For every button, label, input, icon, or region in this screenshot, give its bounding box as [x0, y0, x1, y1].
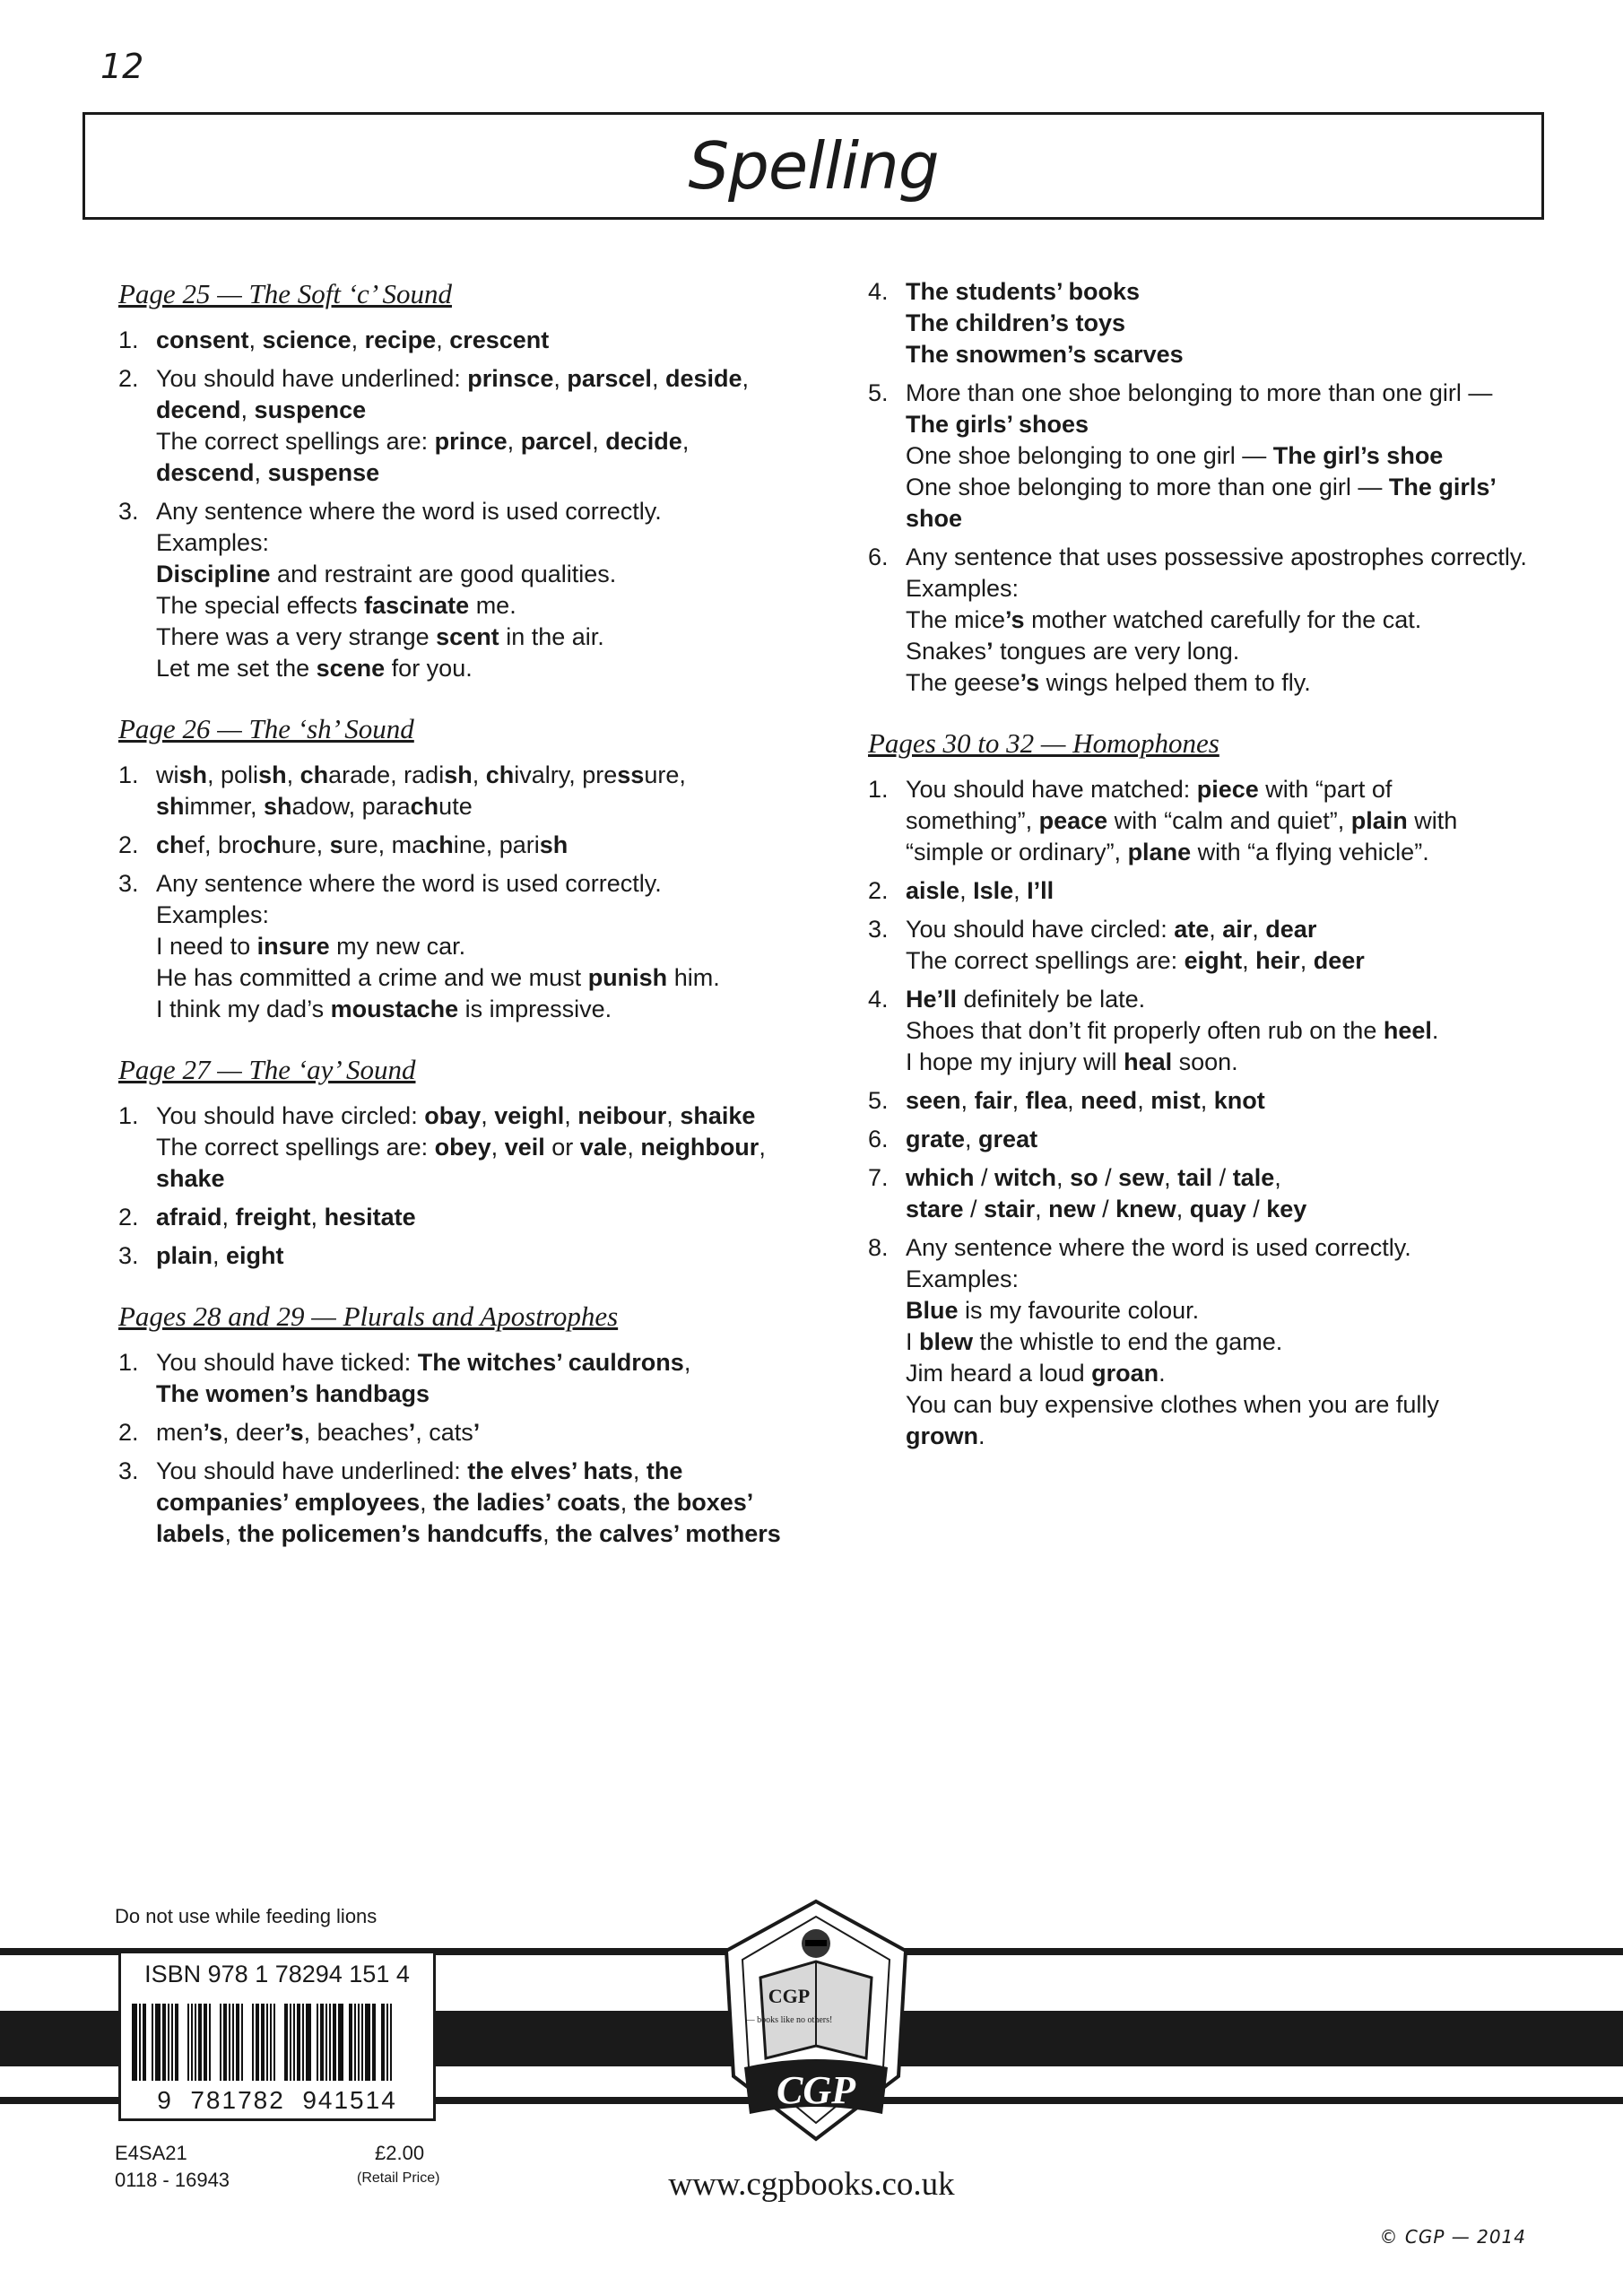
answer-item — [868, 1124, 1549, 1155]
barcode-bar — [195, 2004, 196, 2081]
answer-line: The mice’s mother watched carefully for the cat. — [906, 606, 1422, 633]
barcode-bar — [361, 2004, 363, 2081]
answer-number: 3. — [118, 498, 139, 525]
answer-line: grown. — [906, 1422, 985, 1449]
answer-list — [118, 1347, 800, 1550]
answer-line: You should have matched: piece with “part of — [906, 776, 1393, 803]
barcode-bar — [297, 2004, 300, 2081]
barcode-bar — [270, 2004, 272, 2081]
answer-line: which / witch, so / sew, tail / tale, — [906, 1164, 1281, 1191]
answer-text — [156, 830, 800, 861]
barcode-bar — [365, 2004, 370, 2081]
answer-text — [906, 1232, 1549, 1452]
barcode-bars — [132, 2004, 421, 2081]
logo-text: CGP — [777, 2068, 855, 2112]
barcode-bar — [220, 2004, 221, 2081]
barcode-bar — [213, 2004, 218, 2081]
answer-section — [868, 726, 1549, 1452]
barcode-bar — [155, 2004, 161, 2081]
answer-line: Discipline and restraint are good qualities. — [156, 561, 617, 587]
barcode-bar — [245, 2004, 250, 2081]
barcode-bar — [143, 2004, 146, 2081]
price-note: (Retail Price) — [357, 2170, 440, 2186]
answer-number: 1. — [118, 1349, 139, 1376]
barcode-bar — [241, 2004, 243, 2081]
answer-item — [118, 830, 800, 861]
answer-line: Blue is my favourite colour. — [906, 1297, 1200, 1324]
answer-number: 5. — [868, 1087, 889, 1114]
answer-line: Any sentence where the word is used correctly. — [906, 1234, 1411, 1261]
barcode-bar — [333, 2004, 336, 2081]
answer-text — [906, 774, 1549, 868]
answer-line: One shoe belonging to more than one girl — The girls’ — [906, 474, 1497, 500]
answer-text — [156, 1240, 800, 1272]
answer-line: There was a very strange scent in the air. — [156, 623, 604, 650]
answer-item — [868, 774, 1549, 868]
barcode-bar — [317, 2004, 318, 2081]
answer-line: companies’ employees, the ladies’ coats, the boxes’ — [156, 1489, 754, 1516]
answer-list — [118, 325, 800, 684]
answer-item — [118, 1202, 800, 1233]
answer-text — [906, 542, 1549, 699]
answer-line: shoe — [906, 505, 963, 532]
section-heading: Page 25 — The Soft ‘c’ Sound — [118, 278, 452, 309]
website-url[interactable]: www.cgpbooks.co.uk — [668, 2166, 955, 2203]
answer-text — [156, 868, 800, 1025]
barcode-bar — [168, 2004, 169, 2081]
answer-line: aisle, Isle, I’ll — [906, 877, 1055, 904]
barcode-bar — [209, 2004, 211, 2081]
answer-line: Examples: — [156, 529, 270, 556]
barcode-bar — [302, 2004, 304, 2081]
answer-item — [868, 1085, 1549, 1117]
answer-section — [118, 1299, 800, 1550]
answer-line: Jim heard a loud groan. — [906, 1360, 1166, 1387]
answer-text — [906, 378, 1549, 535]
answer-number: 1. — [868, 776, 889, 803]
answer-number: 3. — [118, 870, 139, 897]
page-number: 12 — [100, 47, 144, 86]
answer-number: 6. — [868, 544, 889, 570]
answer-list — [118, 760, 800, 1025]
barcode-bar — [162, 2004, 166, 2081]
answer-line: Shoes that don’t fit properly often rub on the heel. — [906, 1017, 1439, 1044]
answer-line: I think my dad’s moustache is impressive. — [156, 996, 612, 1022]
answer-line: Any sentence where the word is used correctly. — [156, 498, 662, 525]
answer-line: You can buy expensive clothes when you are fully — [906, 1391, 1439, 1418]
answer-line: men’s, deer’s, beaches’, cats’ — [156, 1419, 481, 1446]
logo-tagline: — books like no others! — [745, 2015, 833, 2025]
answer-line: The students’ books — [906, 278, 1141, 305]
product-code: E4SA21 — [115, 2142, 187, 2164]
answer-text — [156, 496, 800, 684]
answer-text — [906, 1124, 1549, 1155]
answer-item — [118, 1240, 800, 1272]
page-title: Spelling — [688, 128, 939, 204]
barcode-bar — [252, 2004, 254, 2081]
barcode-bar — [256, 2004, 259, 2081]
answer-list — [118, 1100, 800, 1272]
answer-line: The correct spellings are: eight, heir, deer — [906, 947, 1365, 974]
answer-number: 2. — [118, 1419, 139, 1446]
barcode-bar — [277, 2004, 282, 2081]
answer-number: 1. — [118, 1102, 139, 1129]
answer-line: chef, brochure, sure, machine, parish — [156, 831, 568, 858]
answer-text — [906, 875, 1549, 907]
answer-section — [118, 276, 800, 684]
answer-line: I hope my injury will heal soon. — [906, 1048, 1238, 1075]
answer-line: something”, peace with “calm and quiet”, plain with — [906, 807, 1458, 834]
barcode-bar — [378, 2004, 379, 2081]
barcode-bar — [191, 2004, 193, 2081]
barcode-bar — [232, 2004, 234, 2081]
answer-text — [156, 1347, 800, 1410]
answer-line: consent, science, recipe, crescent — [156, 326, 550, 353]
barcode-bar — [273, 2004, 275, 2081]
isbn-text: ISBN 978 1 78294 151 4 — [144, 1961, 410, 1987]
answer-line: You should have ticked: The witches’ cauldrons, — [156, 1349, 691, 1376]
answer-item — [118, 868, 800, 1025]
answer-section — [118, 1052, 800, 1272]
barcode-bar — [293, 2004, 295, 2081]
barcode-bar — [354, 2004, 356, 2081]
answer-item — [868, 875, 1549, 907]
barcode-bar — [345, 2004, 347, 2081]
barcode-bar — [313, 2004, 315, 2081]
answer-line: shake — [156, 1165, 225, 1192]
answer-item — [868, 542, 1549, 699]
barcode-bar — [132, 2004, 137, 2081]
barcode-bar — [290, 2004, 291, 2081]
answer-line: The correct spellings are: obey, veil or vale, neighbour, — [156, 1134, 766, 1161]
barcode-bar — [204, 2004, 207, 2081]
barcode-bar — [320, 2004, 324, 2081]
answer-line: Examples: — [906, 1265, 1020, 1292]
answer-item — [868, 1162, 1549, 1225]
answer-line: The geese’s wings helped them to fly. — [906, 669, 1311, 696]
section-heading: Pages 28 and 29 — Plurals and Apostrophes — [118, 1300, 619, 1332]
answer-line: “simple or ordinary”, plane with “a flying vehicle”. — [906, 839, 1429, 865]
answer-text — [906, 1085, 1549, 1117]
answer-line: The women’s handbags — [156, 1380, 430, 1407]
answer-line: decend, suspence — [156, 396, 367, 423]
title-box — [82, 112, 1544, 220]
answer-item — [118, 760, 800, 822]
answer-item — [118, 1417, 800, 1448]
left-column — [118, 276, 800, 1577]
answer-line: Any sentence where the word is used correctly. — [156, 870, 662, 897]
catalogue-code: 0118 - 16943 — [115, 2169, 230, 2191]
answer-number: 2. — [118, 365, 139, 392]
footer-note: Do not use while feeding lions — [115, 1905, 378, 1927]
barcode — [118, 1951, 436, 2121]
barcode-bar — [139, 2004, 141, 2081]
answer-line: The special effects fascinate me. — [156, 592, 516, 619]
answer-number: 4. — [868, 278, 889, 305]
answer-number: 4. — [868, 986, 889, 1013]
barcode-bar — [390, 2004, 392, 2081]
barcode-bar — [266, 2004, 268, 2081]
price: £2.00 — [375, 2142, 425, 2164]
answer-line: shimmer, shadow, parachute — [156, 793, 473, 820]
answer-text — [156, 1100, 800, 1195]
section-heading: Page 26 — The ‘sh’ Sound — [118, 713, 414, 744]
barcode-bar — [381, 2004, 385, 2081]
answer-line: You should have underlined: prinsce, parscel, deside, — [156, 365, 750, 392]
answer-item — [868, 984, 1549, 1078]
barcode-bar — [325, 2004, 327, 2081]
barcode-bar — [284, 2004, 288, 2081]
answer-list — [868, 276, 1549, 699]
answer-text — [156, 1456, 800, 1550]
answer-line: You should have circled: obay, veighl, neibour, shaike — [156, 1102, 756, 1129]
answer-line: grate, great — [906, 1126, 1038, 1152]
answer-line: Examples: — [156, 901, 270, 928]
answer-text — [906, 914, 1549, 977]
barcode-bar — [152, 2004, 153, 2081]
answer-text — [906, 276, 1549, 370]
answer-text — [156, 325, 800, 356]
answer-line: descend, suspense — [156, 459, 380, 486]
answer-item — [868, 914, 1549, 977]
answer-line: The children’s toys — [906, 309, 1126, 336]
barcode-bar — [171, 2004, 173, 2081]
answer-number: 7. — [868, 1164, 889, 1191]
answer-item — [868, 1232, 1549, 1452]
answer-number: 2. — [868, 877, 889, 904]
answer-line: labels, the policemen’s handcuffs, the calves’ mothers — [156, 1520, 781, 1547]
section-heading: Page 27 — The ‘ay’ Sound — [118, 1054, 416, 1085]
answer-line: afraid, freight, hesitate — [156, 1204, 416, 1231]
answer-item — [118, 1100, 800, 1195]
answer-item — [868, 378, 1549, 535]
barcode-bar — [358, 2004, 360, 2081]
barcode-bar — [180, 2004, 186, 2081]
barcode-bar — [261, 2004, 265, 2081]
barcode-bar — [236, 2004, 239, 2081]
answer-line: plain, eight — [156, 1242, 284, 1269]
barcode-bar — [386, 2004, 388, 2081]
answer-item — [118, 363, 800, 489]
barcode-bar — [187, 2004, 189, 2081]
answer-item — [868, 276, 1549, 370]
answer-text — [156, 363, 800, 489]
answer-line: He’ll definitely be late. — [906, 986, 1146, 1013]
answer-number: 6. — [868, 1126, 889, 1152]
answer-number: 8. — [868, 1234, 889, 1261]
right-column — [868, 276, 1549, 1479]
answer-text — [906, 1162, 1549, 1225]
answer-line: I blew the whistle to end the game. — [906, 1328, 1283, 1355]
answer-line: He has committed a crime and we must punish him. — [156, 964, 720, 991]
barcode-bar — [148, 2004, 150, 2081]
answer-section — [118, 711, 800, 1025]
answer-text — [156, 1202, 800, 1233]
answer-number: 1. — [118, 326, 139, 353]
answer-line: One shoe belonging to one girl — The girl’s shoe — [906, 442, 1444, 469]
answer-line: You should have underlined: the elves’ hats, the — [156, 1457, 683, 1484]
answer-number: 2. — [118, 1204, 139, 1231]
answer-line: The correct spellings are: prince, parcel, decide, — [156, 428, 690, 455]
logo-sunglasses — [805, 1940, 827, 1946]
answer-text — [156, 760, 800, 822]
barcode-digits: 9 781782 941514 — [157, 2086, 397, 2114]
section-heading: Pages 30 to 32 — Homophones — [868, 727, 1219, 759]
copyright: © CGP — 2014 — [1379, 2226, 1526, 2248]
barcode-bar — [223, 2004, 227, 2081]
barcode-bar — [338, 2004, 343, 2081]
answer-item — [118, 325, 800, 356]
answer-line: stare / stair, new / knew, quay / key — [906, 1196, 1307, 1222]
answer-line: Snakes’ tongues are very long. — [906, 638, 1240, 665]
barcode-bar — [198, 2004, 202, 2081]
answer-item — [118, 1456, 800, 1550]
answer-line: Any sentence that uses possessive apostrophes correctly. — [906, 544, 1527, 570]
answer-item — [118, 1347, 800, 1410]
barcode-bar — [175, 2004, 178, 2081]
answer-number: 5. — [868, 379, 889, 406]
answer-line: seen, fair, flea, need, mist, knot — [906, 1087, 1265, 1114]
answer-line: More than one shoe belonging to more than one girl — — [906, 379, 1493, 406]
cgp-logo — [690, 1888, 942, 2157]
answer-list — [868, 774, 1549, 1452]
barcode-bar — [329, 2004, 331, 2081]
answer-text — [156, 1417, 800, 1448]
answer-number: 2. — [118, 831, 139, 858]
answer-line: Let me set the scene for you. — [156, 655, 473, 682]
barcode-bar — [306, 2004, 311, 2081]
logo-book-text: CGP — [768, 1985, 811, 2007]
answer-line: Examples: — [906, 575, 1020, 602]
answer-section — [868, 276, 1549, 699]
barcode-bar — [372, 2004, 376, 2081]
barcode-bar — [349, 2004, 352, 2081]
answer-line: I need to insure my new car. — [156, 933, 466, 960]
answer-number: 3. — [118, 1242, 139, 1269]
answer-line: The girls’ shoes — [906, 411, 1089, 438]
answer-number: 3. — [868, 916, 889, 943]
answer-number: 1. — [118, 761, 139, 788]
answer-number: 3. — [118, 1457, 139, 1484]
answer-item — [118, 496, 800, 684]
answer-line: The snowmen’s scarves — [906, 341, 1184, 368]
barcode-bar — [229, 2004, 230, 2081]
answer-text — [906, 984, 1549, 1078]
answer-line: You should have circled: ate, air, dear — [906, 916, 1317, 943]
answer-line: wish, polish, charade, radish, chivalry, pressure, — [156, 761, 686, 788]
